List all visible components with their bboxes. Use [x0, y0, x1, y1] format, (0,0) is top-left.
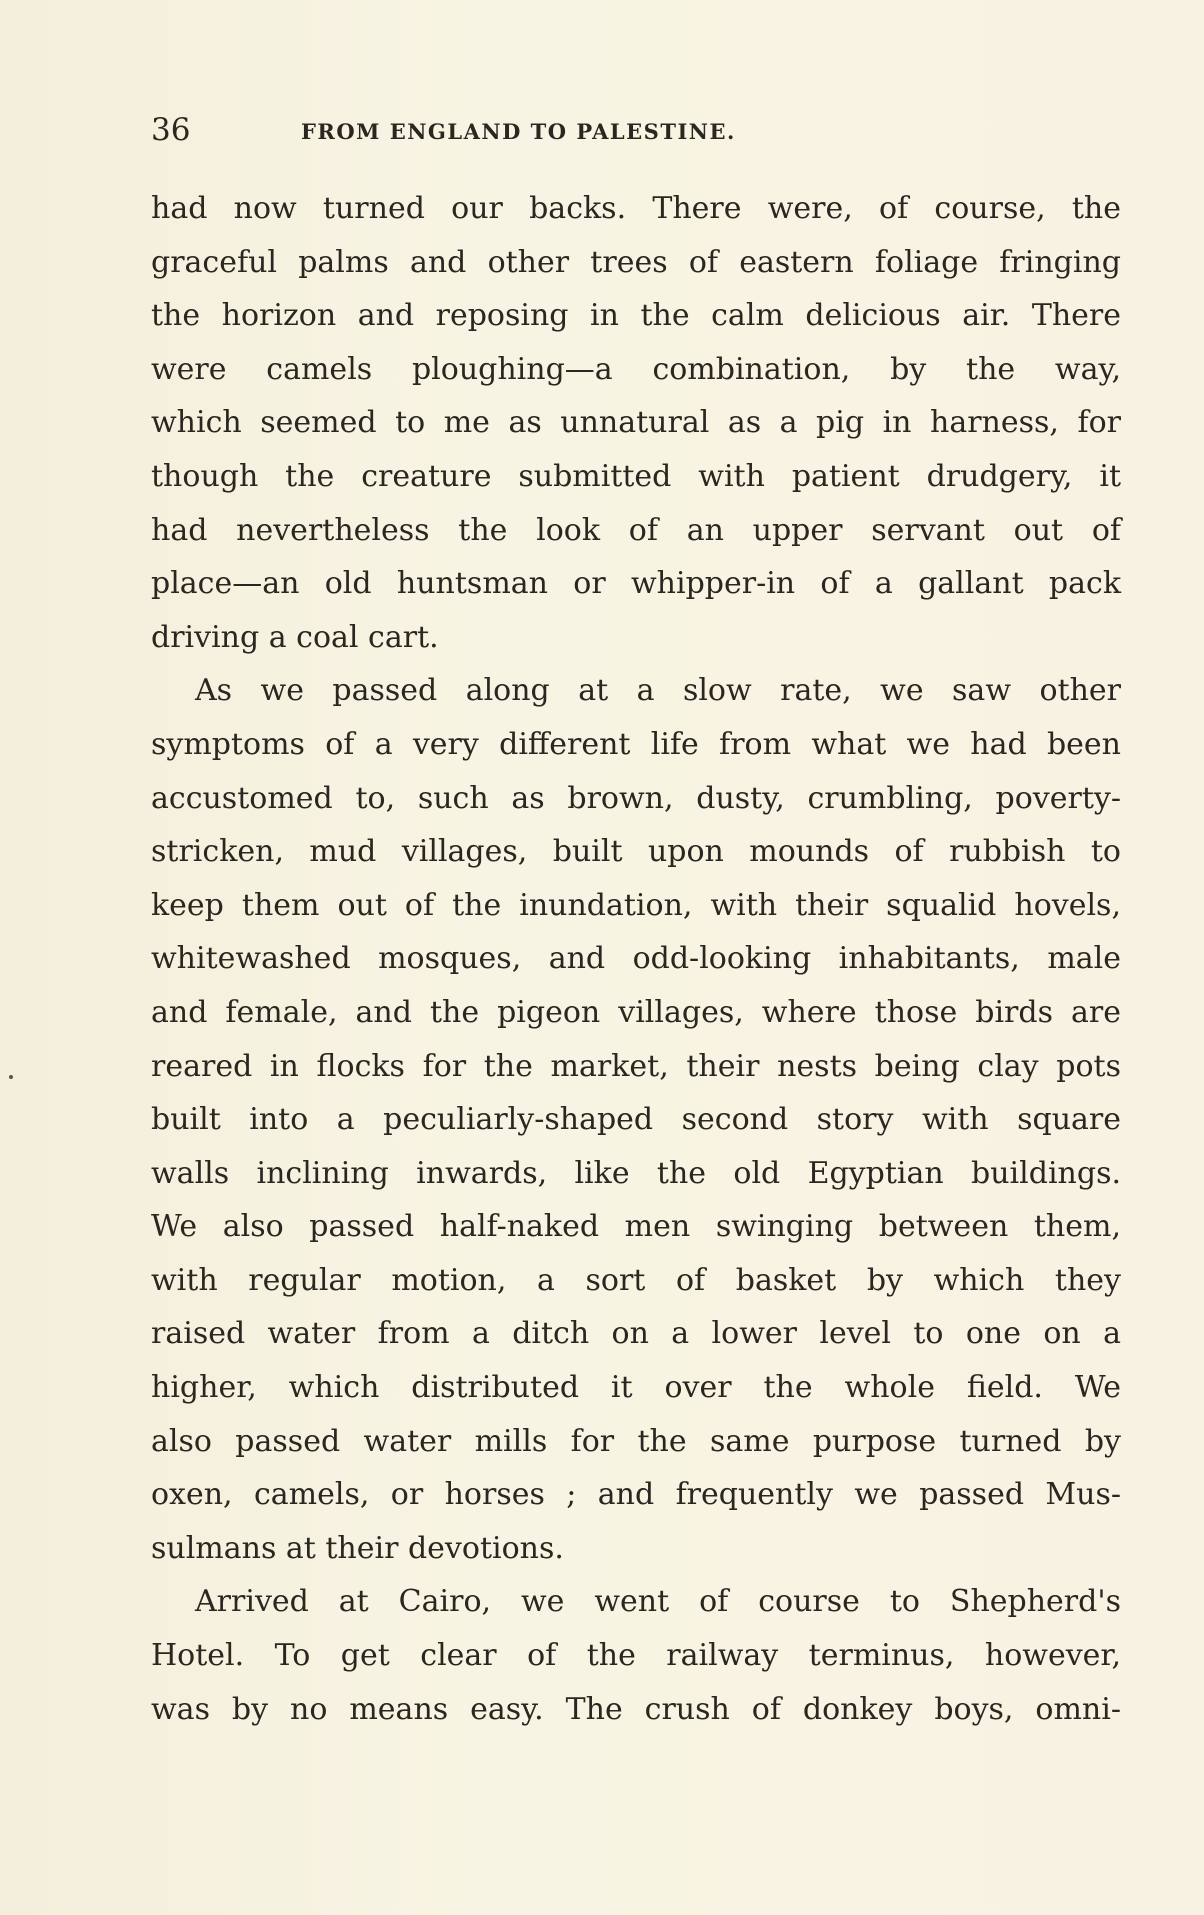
text-line: which seemed to me as unnatural as a pig in harness, for: [151, 405, 1121, 441]
text-line: graceful palms and other trees of eastern foliage fringing: [151, 244, 1121, 280]
text-line: walls inclining inwards, like the old Egyptian buildings.: [151, 1155, 1121, 1191]
text-line: whitewashed mosques, and odd-looking inhabitants, male: [151, 941, 1121, 977]
text-line: keep them out of the inundation, with their squalid hovels,: [151, 887, 1121, 923]
text-line: was by no means easy. The crush of donkey boys, omni-: [151, 1691, 1121, 1727]
text-line: reared in flocks for the market, their nests being clay pots: [151, 1048, 1121, 1084]
text-line: higher, which distributed it over the whole field. We: [151, 1370, 1121, 1406]
text-line: Hotel. To get clear of the railway terminus, however,: [151, 1638, 1121, 1674]
text-line: had nevertheless the look of an upper servant out of: [151, 512, 1121, 548]
page-speck: [9, 1075, 13, 1079]
text-line: though the creature submitted with patient drudgery, it: [151, 458, 1121, 494]
text-line: place—an old huntsman or whipper-in of a gallant pack: [151, 566, 1121, 602]
running-title: FROM ENGLAND TO PALESTINE.: [301, 119, 736, 144]
text-line: As we passed along at a slow rate, we saw other: [195, 673, 1121, 709]
text-line: We also passed half-naked men swinging between them,: [151, 1209, 1121, 1245]
text-line: had now turned our backs. There were, of course, the: [151, 191, 1121, 226]
page-header: [151, 108, 1127, 152]
text-line: and female, and the pigeon villages, where those birds are: [151, 994, 1121, 1030]
text-line: stricken, mud villages, built upon mounds of rubbish to: [151, 834, 1121, 870]
text-line: symptoms of a very different life from what we had been: [151, 726, 1121, 762]
text-line: built into a peculiarly-shaped second story with square: [151, 1102, 1121, 1138]
text-line: Arrived at Cairo, we went of course to Shepherd's: [195, 1584, 1121, 1620]
text-line: oxen, camels, or horses ; and frequently we passed Mus-: [151, 1477, 1121, 1513]
text-line: also passed water mills for the same purpose turned by: [151, 1423, 1121, 1459]
text-line: accustomed to, such as brown, dusty, crumbling, poverty-: [151, 780, 1121, 816]
text-line: with regular motion, a sort of basket by which they: [151, 1262, 1121, 1298]
text-line: sulmans at their devotions.: [151, 1530, 564, 1566]
text-line: the horizon and reposing in the calm delicious air. There: [151, 298, 1121, 334]
text-line: raised water from a ditch on a lower level to one on a: [151, 1316, 1121, 1352]
page-number: 36: [151, 112, 191, 148]
text-line: were camels ploughing—a combination, by the way,: [151, 351, 1121, 387]
text-line: driving a coal cart.: [151, 619, 439, 655]
body-text: [151, 182, 1121, 1736]
